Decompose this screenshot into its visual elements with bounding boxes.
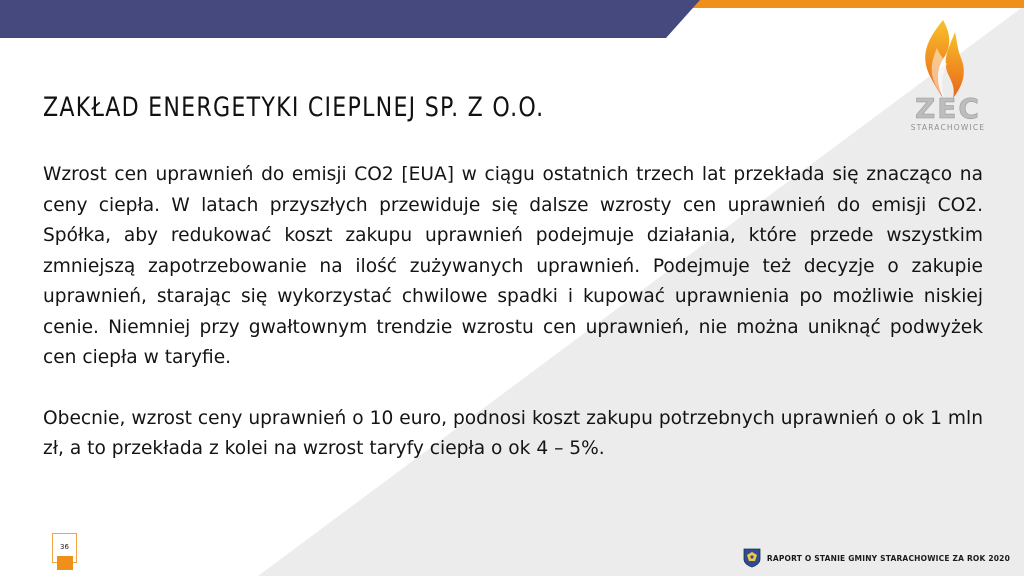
logo-text: ZEC [915,92,981,125]
coat-of-arms-icon [743,548,761,568]
flame-logo-icon [893,18,1003,136]
slide-body [43,160,983,465]
slide-title: ZAKŁAD ENERGETYKI CIEPLNEJ SP. Z O.O. [43,92,545,123]
page-number-box [52,533,77,563]
footer [743,548,1010,568]
company-logo [893,18,1003,136]
logo-subtext: STARACHOWICE [910,123,986,132]
page-number-accent [57,556,73,570]
page-number: 36 [60,543,69,551]
paragraph-2: Obecnie, wzrost ceny uprawnień o 10 euro, podnosi koszt zakupu potrzebnych uprawnień o ok 1 mln zł, a to przekłada z kolei na wzrost taryfy ciepła o ok 4 – 5%. [43,407,983,459]
paragraph-1: Wzrost cen uprawnień do emisji CO2 [EUA] w ciągu ostatnich trzech lat przekłada się znacząco na ceny ciepła. W latach przyszłych przewiduje się dalsze wzrosty cen uprawnień do emisji CO2. Spółka, aby redukować koszt zakupu uprawnień podejmuje działania, które przede wszystkim zmniejszą zapotrzebowanie na ilość zużywanych uprawnień. Podejmuje też decyzje o zakupie uprawnień, starając się wykorzystać chwilowe spadki i kupować uprawnienia po możliwie niskiej cenie. Niemniej przy gwałtownym trendzie wzrostu cen uprawnień, nie można uniknąć podwyżek cen ciepła w taryfie. [43,164,983,368]
footer-text: RAPORT O STANIE GMINY STARACHOWICE ZA ROK 2020 [766,553,1010,563]
